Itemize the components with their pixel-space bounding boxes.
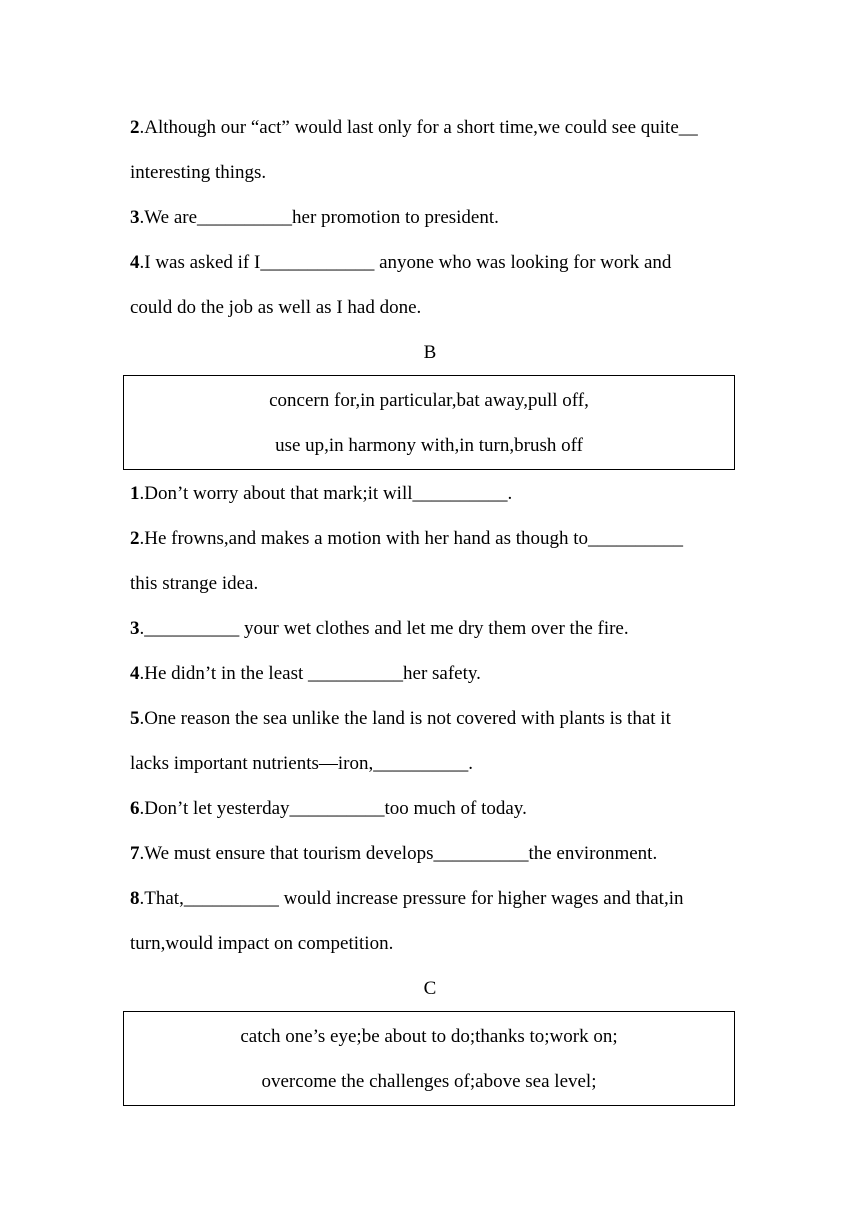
question-text: .Don’t worry about that mark;it will__________. xyxy=(139,483,513,504)
question-number: 2 xyxy=(130,528,140,549)
question-text: .We must ensure that tourism develops__________the environment. xyxy=(139,843,658,864)
question-number: 5 xyxy=(130,708,140,729)
question-number: 3 xyxy=(130,618,140,639)
question-b6-line1 xyxy=(130,798,527,820)
question-b8-line1 xyxy=(130,888,684,910)
question-b8-line2: turn,would impact on competition. xyxy=(130,933,394,954)
question-text: .__________ your wet clothes and let me dry them over the fire. xyxy=(139,618,629,639)
question-b7-line1 xyxy=(130,843,657,865)
question-number: 4 xyxy=(130,663,140,684)
question-b5-line1 xyxy=(130,708,671,730)
question-b4-line1 xyxy=(130,663,481,685)
question-number: 6 xyxy=(130,798,140,819)
question-number: 8 xyxy=(130,888,140,909)
question-number: 1 xyxy=(130,483,140,504)
section-b-word-box xyxy=(123,375,735,470)
question-number: 2 xyxy=(130,117,140,138)
question-a3-line1 xyxy=(130,207,499,229)
word-box-line1: catch one’s eye;be about to do;thanks to;work on; xyxy=(240,1026,618,1047)
section-b-heading: B xyxy=(423,342,437,363)
question-a4-line1 xyxy=(130,252,671,274)
question-text: .He didn’t in the least __________her safety. xyxy=(139,663,481,684)
question-number: 4 xyxy=(130,252,140,273)
section-c-word-box xyxy=(123,1011,735,1106)
question-b3-line1 xyxy=(130,618,629,640)
question-b2-line2: this strange idea. xyxy=(130,573,259,594)
question-a2-line1 xyxy=(130,117,698,139)
section-c-heading: C xyxy=(423,978,437,999)
question-text: .That,__________ would increase pressure for higher wages and that,in xyxy=(139,888,684,909)
question-text: .One reason the sea unlike the land is not covered with plants is that it xyxy=(139,708,671,729)
question-number: 3 xyxy=(130,207,140,228)
word-box-line2: overcome the challenges of;above sea level; xyxy=(261,1071,597,1092)
question-b1-line1 xyxy=(130,483,512,505)
question-text: .Although our “act” would last only for a short time,we could see quite__ xyxy=(139,117,698,138)
word-box-line2: use up,in harmony with,in turn,brush off xyxy=(275,435,583,456)
question-number: 7 xyxy=(130,843,140,864)
question-text: .He frowns,and makes a motion with her hand as though to__________ xyxy=(139,528,684,549)
question-b5-line2: lacks important nutrients—iron,__________. xyxy=(130,753,474,774)
word-box-line1: concern for,in particular,bat away,pull off, xyxy=(269,390,589,411)
question-b2-line1 xyxy=(130,528,683,550)
question-text: .We are__________her promotion to president. xyxy=(139,207,499,228)
question-a2-line2: interesting things. xyxy=(130,162,267,183)
question-text: .Don’t let yesterday__________too much of today. xyxy=(139,798,527,819)
question-text: .I was asked if I____________ anyone who was looking for work and xyxy=(139,252,672,273)
question-a4-line2: could do the job as well as I had done. xyxy=(130,297,422,318)
